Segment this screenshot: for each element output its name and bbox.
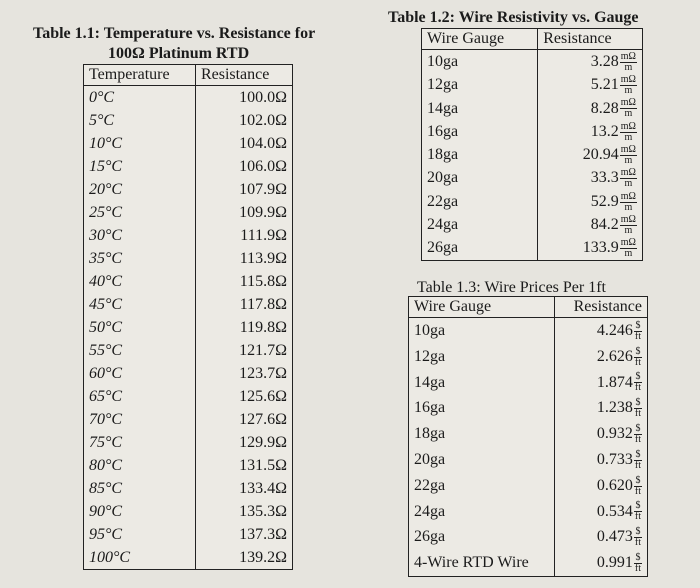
unit-numerator: mΩ [620, 167, 636, 179]
temperature-cell: 5°C [84, 109, 196, 132]
wire-gauge-cell: 26ga [409, 524, 555, 550]
unit-fraction [634, 476, 642, 497]
temperature-cell: 90°C [84, 500, 196, 523]
table-row [409, 550, 648, 576]
table2-caption: Table 1.2: Wire Resistivity vs. Gauge [388, 9, 639, 26]
resistance-cell: 131.5Ω [195, 454, 292, 477]
price-cell [555, 524, 648, 550]
table1-caption-line1: Table 1.1: Temperature vs. Resistance for [33, 25, 316, 42]
resistivity-value: 52.9 [590, 192, 619, 210]
unit-numerator: mΩ [620, 74, 636, 86]
resistivity-value: 3.28 [590, 53, 619, 70]
resistivity-cell [538, 213, 643, 236]
unit-denominator: ft [634, 434, 641, 446]
unit-numerator: $ [635, 397, 641, 409]
wire-gauge-cell: 18ga [422, 143, 538, 166]
wire-gauge-cell: 22ga [409, 473, 555, 499]
unit-denominator: ft [634, 382, 641, 394]
resistance-cell: 123.7Ω [195, 362, 292, 385]
resistance-cell: 139.2Ω [195, 546, 292, 570]
unit-numerator: mΩ [620, 97, 636, 109]
price-cell [555, 473, 648, 499]
table-row [84, 132, 293, 155]
resistivity-cell [538, 120, 643, 143]
wire-gauge-cell: 20ga [409, 447, 555, 473]
resistance-cell: 109.9Ω [195, 201, 292, 224]
price-value: 1.238 [596, 399, 633, 417]
resistivity-value: 8.28 [590, 99, 619, 117]
wire-gauge-cell: 16ga [409, 395, 555, 421]
resistivity-value: 133.9 [582, 239, 619, 257]
unit-fraction [634, 501, 642, 522]
table-row [84, 270, 293, 293]
unit-denominator: ft [634, 537, 641, 549]
unit-denominator: ft [634, 511, 641, 523]
wire-gauge-cell: 24ga [422, 213, 538, 236]
wire-gauge-cell: 12ga [422, 73, 538, 96]
temperature-cell: 40°C [84, 270, 196, 293]
table-row [84, 109, 293, 132]
resistance-cell: 127.6Ω [195, 408, 292, 431]
table-row [84, 155, 293, 178]
unit-numerator: $ [635, 474, 641, 486]
unit-denominator: ft [634, 408, 641, 420]
unit-numerator: mΩ [620, 237, 636, 249]
unit-denominator: m [624, 248, 633, 260]
unit-numerator: $ [635, 448, 641, 460]
unit-denominator: m [624, 155, 633, 167]
temperature-cell: 35°C [84, 247, 196, 270]
table-row [409, 421, 648, 447]
resistance-cell: 119.8Ω [195, 316, 292, 339]
table-row [422, 143, 643, 166]
resistance-cell: 135.3Ω [195, 500, 292, 523]
resistance-cell: 129.9Ω [195, 431, 292, 454]
unit-fraction [634, 372, 642, 393]
unit-fraction [620, 122, 637, 143]
resistivity-value: 20.94 [582, 146, 619, 164]
temperature-cell: 95°C [84, 523, 196, 546]
table-row [84, 178, 293, 201]
resistivity-cell [538, 236, 643, 260]
unit-numerator: $ [635, 319, 641, 331]
table-row [84, 201, 293, 224]
unit-numerator: $ [635, 526, 641, 538]
resistance-cell: 125.6Ω [195, 385, 292, 408]
unit-denominator: m [624, 61, 633, 73]
table-row [409, 499, 648, 525]
table-row [84, 454, 293, 477]
resistance-cell: 106.0Ω [195, 155, 292, 178]
price-value: 0.473 [596, 528, 633, 546]
table1-header-temperature: Temperature [84, 65, 196, 86]
wire-gauge-cell: 10ga [409, 318, 555, 344]
table-row [409, 524, 648, 550]
wire-gauge-cell: 20ga [422, 166, 538, 189]
price-value: 0.932 [596, 425, 633, 443]
resistance-cell: 100.0Ω [195, 86, 292, 110]
table-row [422, 73, 643, 96]
price-cell [555, 344, 648, 370]
temperature-cell: 20°C [84, 178, 196, 201]
table-row [409, 370, 648, 396]
price-cell [555, 550, 648, 576]
unit-denominator: m [624, 201, 633, 213]
unit-fraction [634, 398, 642, 419]
temperature-cell: 100°C [84, 546, 196, 570]
price-cell [555, 447, 648, 473]
unit-denominator: m [624, 224, 633, 236]
price-cell [555, 499, 648, 525]
resistance-cell: 115.8Ω [195, 270, 292, 293]
resistivity-cell [538, 97, 643, 120]
resistance-cell: 121.7Ω [195, 339, 292, 362]
table-row [84, 477, 293, 500]
table-row [422, 190, 643, 213]
table-row [409, 395, 648, 421]
temperature-cell: 80°C [84, 454, 196, 477]
wire-gauge-cell: 10ga [422, 50, 538, 74]
price-value: 0.534 [596, 502, 633, 520]
table-row [84, 385, 293, 408]
resistivity-cell [538, 143, 643, 166]
temperature-cell: 60°C [84, 362, 196, 385]
table3-header-wire-gauge: Wire Gauge [409, 297, 555, 318]
resistance-cell: 111.9Ω [195, 224, 292, 247]
unit-fraction [634, 553, 642, 574]
temperature-cell: 70°C [84, 408, 196, 431]
price-cell [555, 395, 648, 421]
resistivity-cell [538, 190, 643, 213]
unit-numerator: mΩ [620, 190, 636, 202]
resistivity-value: 84.2 [590, 216, 619, 234]
wire-gauge-cell: 24ga [409, 499, 555, 525]
table-row [409, 447, 648, 473]
unit-fraction [620, 168, 637, 189]
resistance-cell: 117.8Ω [195, 293, 292, 316]
unit-numerator: mΩ [620, 120, 636, 132]
temperature-cell: 0°C [84, 86, 196, 110]
table-row [84, 247, 293, 270]
unit-numerator: mΩ [620, 213, 636, 225]
unit-denominator: ft [634, 459, 641, 471]
unit-denominator: m [624, 131, 633, 143]
table3-header-resistance: Resistance [555, 297, 648, 318]
table-row [409, 344, 648, 370]
unit-numerator: $ [635, 345, 641, 357]
table-row [84, 86, 293, 110]
resistance-cell: 107.9Ω [195, 178, 292, 201]
table-row [84, 339, 293, 362]
resistivity-cell [538, 50, 643, 74]
table1-caption-line2: 100Ω Platinum RTD [108, 45, 250, 62]
table-row [84, 546, 293, 570]
temperature-cell: 15°C [84, 155, 196, 178]
table-row [84, 293, 293, 316]
unit-fraction [620, 75, 637, 96]
unit-fraction [634, 424, 642, 445]
resistance-cell: 102.0Ω [195, 109, 292, 132]
wire-gauge-cell: 14ga [422, 97, 538, 120]
unit-fraction [620, 52, 637, 73]
unit-fraction [634, 321, 642, 342]
unit-denominator: m [624, 178, 633, 190]
unit-numerator: $ [635, 500, 641, 512]
wire-gauge-cell: 4-Wire RTD Wire [409, 550, 555, 576]
unit-denominator: ft [634, 485, 641, 497]
resistance-cell: 104.0Ω [195, 132, 292, 155]
wire-gauge-cell: 26ga [422, 236, 538, 260]
table1-header-resistance: Resistance [195, 65, 292, 86]
price-value: 0.991 [596, 554, 633, 572]
unit-fraction [634, 347, 642, 368]
temperature-cell: 30°C [84, 224, 196, 247]
table-row [409, 473, 648, 499]
table-row [422, 97, 643, 120]
unit-denominator: ft [634, 330, 641, 342]
table-row [422, 166, 643, 189]
table-row [84, 224, 293, 247]
resistivity-value: 5.21 [590, 76, 619, 94]
resistance-cell: 133.4Ω [195, 477, 292, 500]
table-row [409, 318, 648, 344]
unit-numerator: $ [635, 552, 641, 563]
unit-fraction [620, 145, 637, 166]
wire-gauge-cell: 12ga [409, 344, 555, 370]
resistance-cell: 137.3Ω [195, 523, 292, 546]
wire-resistivity-table [421, 28, 643, 261]
table2-header-wire-gauge: Wire Gauge [422, 29, 538, 50]
unit-numerator: $ [635, 371, 641, 383]
table-row [84, 523, 293, 546]
unit-fraction [620, 238, 637, 259]
temperature-cell: 10°C [84, 132, 196, 155]
temperature-resistance-table [83, 64, 293, 570]
resistivity-value: 33.3 [590, 169, 619, 187]
price-value: 0.620 [596, 476, 633, 494]
resistivity-cell [538, 73, 643, 96]
temperature-cell: 45°C [84, 293, 196, 316]
price-value: 1.874 [596, 373, 633, 391]
wire-gauge-cell: 18ga [409, 421, 555, 447]
unit-fraction [634, 527, 642, 548]
wire-prices-table [408, 296, 648, 577]
unit-numerator: mΩ [620, 50, 636, 62]
unit-fraction [620, 98, 637, 119]
wire-gauge-cell: 22ga [422, 190, 538, 213]
price-cell [555, 421, 648, 447]
price-cell [555, 318, 648, 344]
unit-fraction [620, 215, 637, 236]
price-value: 0.733 [596, 450, 633, 468]
temperature-cell: 50°C [84, 316, 196, 339]
temperature-cell: 55°C [84, 339, 196, 362]
unit-numerator: $ [635, 423, 641, 435]
table-row [422, 120, 643, 143]
table3-caption: Table 1.3: Wire Prices Per 1ft [417, 279, 606, 296]
table-row [84, 362, 293, 385]
resistance-cell: 113.9Ω [195, 247, 292, 270]
wire-gauge-cell: 14ga [409, 370, 555, 396]
resistivity-value: 13.2 [590, 122, 619, 140]
unit-denominator: ft [634, 563, 641, 574]
table-row [422, 50, 643, 74]
table2-header-resistance: Resistance [538, 29, 643, 50]
unit-denominator: m [624, 108, 633, 120]
resistivity-cell [538, 166, 643, 189]
price-value: 2.626 [596, 347, 633, 365]
unit-denominator: ft [634, 356, 641, 368]
temperature-cell: 25°C [84, 201, 196, 224]
unit-denominator: m [624, 85, 633, 97]
wire-gauge-cell: 16ga [422, 120, 538, 143]
table-row [84, 431, 293, 454]
table-row [84, 316, 293, 339]
temperature-cell: 65°C [84, 385, 196, 408]
temperature-cell: 85°C [84, 477, 196, 500]
price-value: 4.246 [596, 322, 633, 339]
table-row [84, 500, 293, 523]
unit-numerator: mΩ [620, 144, 636, 156]
price-cell [555, 370, 648, 396]
table-row [84, 408, 293, 431]
table-row [422, 236, 643, 260]
unit-fraction [634, 450, 642, 471]
unit-fraction [620, 192, 637, 213]
temperature-cell: 75°C [84, 431, 196, 454]
table-row [422, 213, 643, 236]
